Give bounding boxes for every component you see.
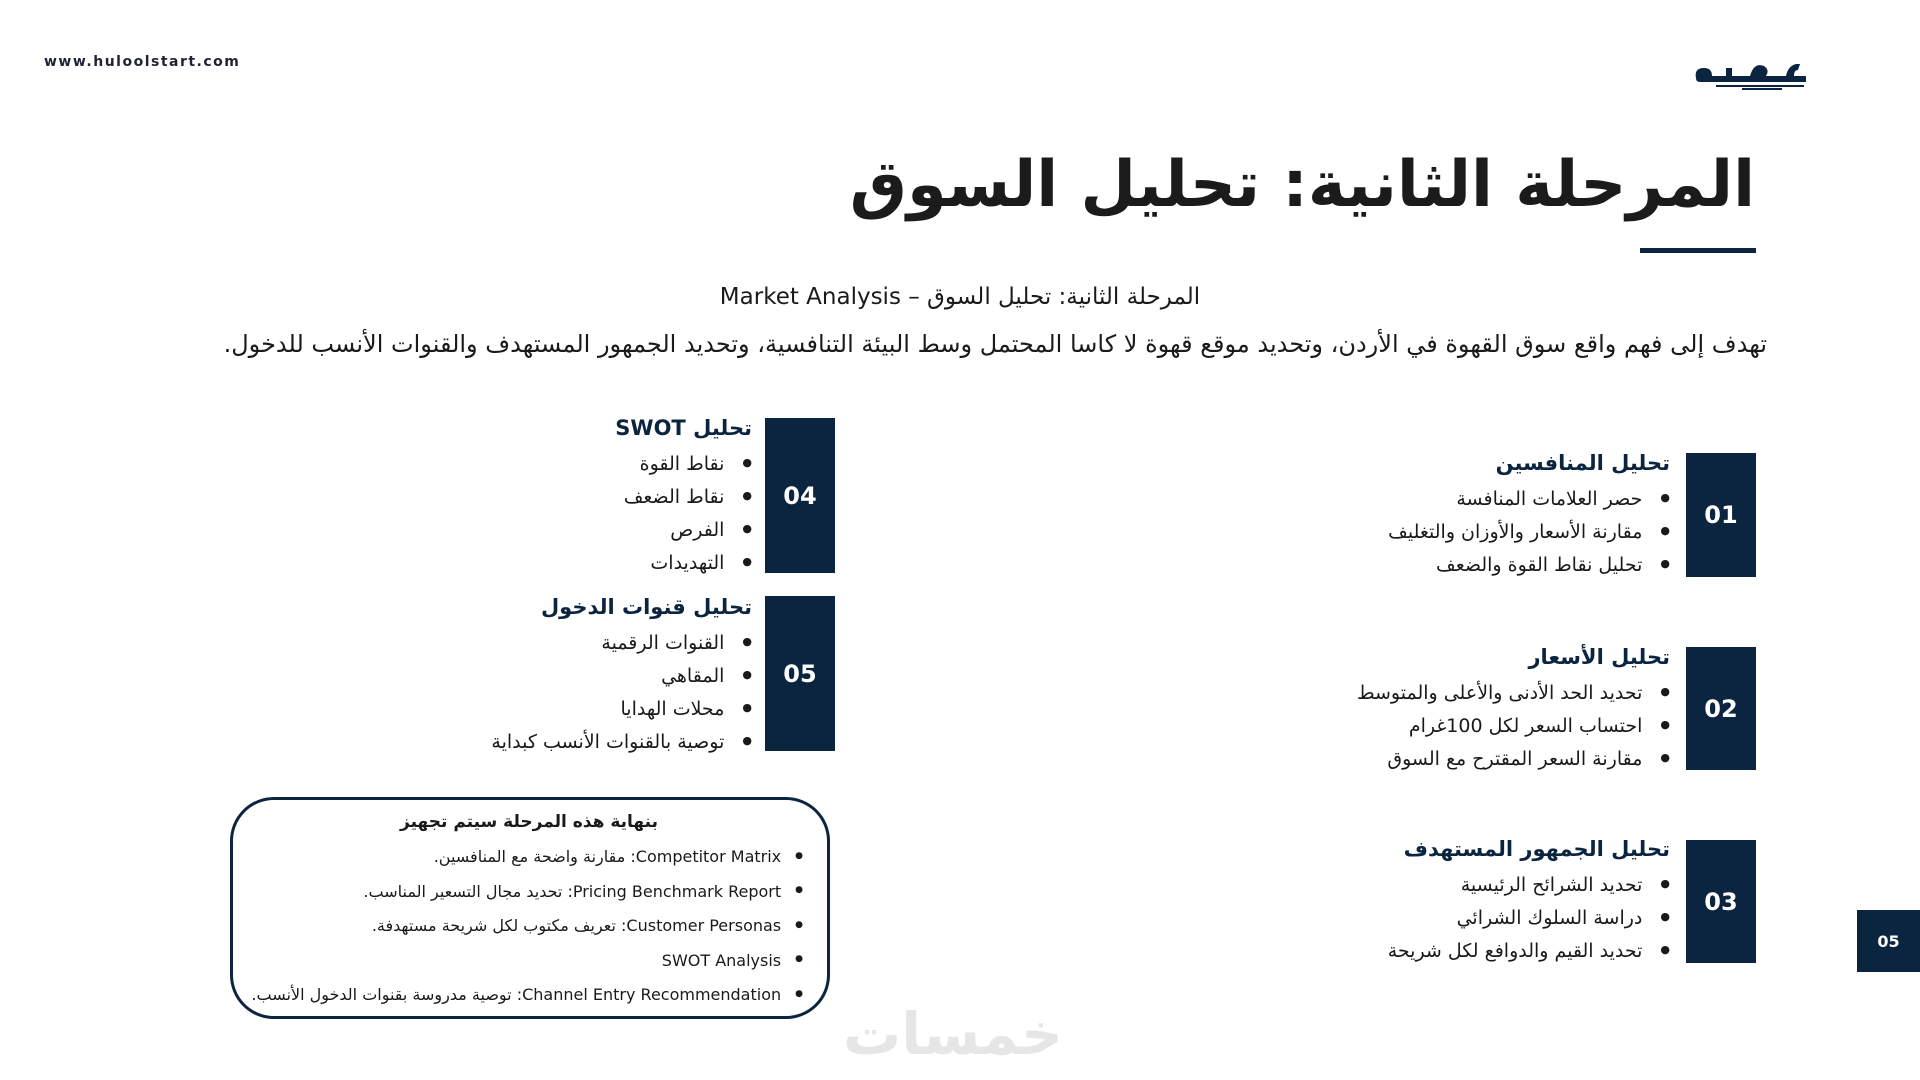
deliverables-box bbox=[230, 797, 830, 1019]
list-item: ● احتساب السعر لكل 100غرام bbox=[1357, 710, 1670, 743]
section-card-audience bbox=[1388, 836, 1670, 968]
deliverable-item: ● Pricing Benchmark Report: تحديد مجال التسعير المناسب. bbox=[255, 875, 803, 910]
website-url: www.huloolstart.com bbox=[44, 54, 241, 70]
section-number-box: 01 bbox=[1686, 453, 1756, 577]
title-underline bbox=[1640, 248, 1756, 253]
section-card-swot bbox=[615, 415, 752, 580]
section-title: تحليل قنوات الدخول bbox=[540, 595, 752, 619]
list-item: ● تحديد القيم والدوافع لكل شريحة bbox=[1388, 935, 1670, 968]
list-item: ● القنوات الرقمية bbox=[491, 627, 752, 660]
section-number-box: 04 bbox=[765, 418, 835, 573]
list-item: ● حصر العلامات المنافسة bbox=[1388, 483, 1670, 516]
deliverable-item: ● Customer Personas: تعريف مكتوب لكل شريحة مستهدفة. bbox=[255, 909, 803, 944]
section-number-box: 05 bbox=[765, 596, 835, 751]
list-item: ● توصية بالقنوات الأنسب كبداية bbox=[491, 726, 752, 759]
section-title: تحليل الجمهور المستهدف bbox=[1403, 837, 1670, 861]
section-number-box: 03 bbox=[1686, 840, 1756, 963]
section-title: تحليل الأسعار bbox=[1528, 645, 1670, 669]
deliverable-item: ● Channel Entry Recommendation: توصية مدروسة بقنوات الدخول الأنسب. bbox=[255, 978, 803, 1013]
list-item: ● نقاط الضعف bbox=[615, 481, 752, 514]
list-item: ● التهديدات bbox=[615, 547, 752, 580]
list-item: ● مقارنة السعر المقترح مع السوق bbox=[1357, 743, 1670, 776]
page-subtitle: المرحلة الثانية: تحليل السوق – Market Analysis bbox=[719, 284, 1201, 310]
list-item: ● المقاهي bbox=[491, 660, 752, 693]
deliverables-title: بنهاية هذه المرحلة سيتم تجهيز bbox=[400, 812, 658, 832]
list-item: ● نقاط القوة bbox=[615, 448, 752, 481]
watermark: خمسات bbox=[843, 1000, 1063, 1068]
section-title: تحليل المنافسين bbox=[1495, 451, 1670, 475]
section-title: تحليل SWOT bbox=[615, 416, 752, 440]
list-item: ● الفرص bbox=[615, 514, 752, 547]
page-description: تهدف إلى فهم واقع سوق القهوة في الأردن، وتحديد موقع قهوة لا كاسا المحتمل وسط البيئة التنافسية، وتحديد الجمهور المستهدف والقنوات الأنسب للدخول. bbox=[223, 330, 1767, 358]
deliverable-item: ● SWOT Analysis bbox=[255, 944, 803, 979]
list-item: ● دراسة السلوك الشرائي bbox=[1388, 902, 1670, 935]
deliverable-item: ● Competitor Matrix: مقارنة واضحة مع المنافسين. bbox=[255, 840, 803, 875]
page-number: 05 bbox=[1857, 910, 1920, 972]
list-item: ● تحديد الشرائح الرئيسية bbox=[1388, 869, 1670, 902]
list-item: ● تحليل نقاط القوة والضعف bbox=[1388, 549, 1670, 582]
brand-logo bbox=[1690, 52, 1812, 92]
list-item: ● تحديد الحد الأدنى والأعلى والمتوسط bbox=[1357, 677, 1670, 710]
section-card-competitors bbox=[1388, 450, 1670, 582]
section-card-pricing bbox=[1357, 644, 1670, 776]
page-title: المرحلة الثانية: تحليل السوق bbox=[849, 148, 1755, 222]
list-item: ● مقارنة الأسعار والأوزان والتغليف bbox=[1388, 516, 1670, 549]
list-item: ● محلات الهدايا bbox=[491, 693, 752, 726]
section-card-channels bbox=[491, 594, 752, 759]
section-number-box: 02 bbox=[1686, 647, 1756, 770]
